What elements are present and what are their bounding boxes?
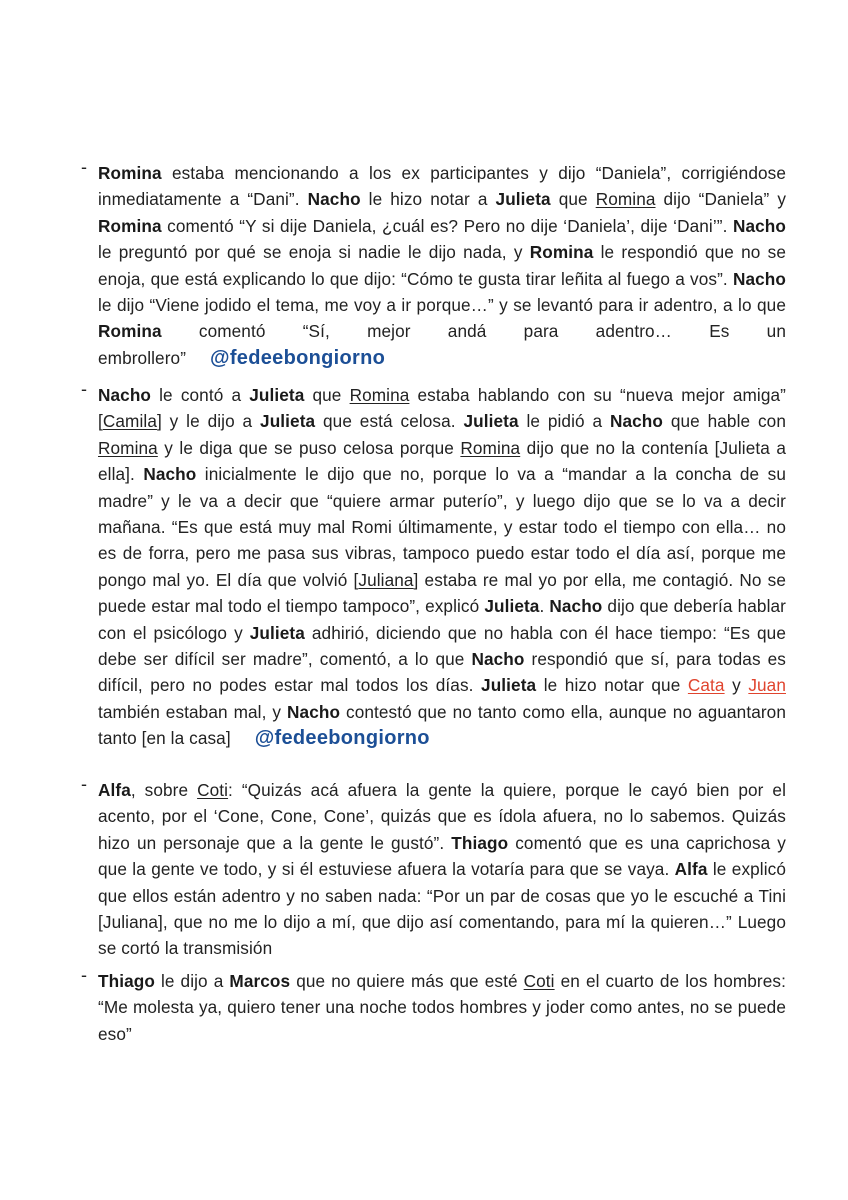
text-run: : “Quizás acá afuera la gente la quiere, porque le cayó bien por el acento, por el ‘Cone, Cone, Cone’, quizás que es ídola afuera, no lo sabemos. Quizás hizo un personaje que a la gente le gustó”. — [98, 780, 786, 853]
text-run: comentó “Sí, mejor andá para adentro… Es un embrollero” — [98, 321, 786, 368]
bold-name: Romina — [98, 215, 162, 236]
bold-name: Nacho — [732, 215, 786, 236]
text-run: inicialmente le dijo que no, porque lo va a “mandar a la concha de su madre” y le va a decir que “quiere armar puterío”, y luego dijo que se lo va a decir mañana. “Es que está muy mal Romi últimamente, y estar todo el tiempo con ella… no es de forra, pero me pasa sus vibras, tampoco puedo estar todo el día así, porque me pongo mal yo. El día que volvió [ — [98, 464, 787, 590]
text-run: también estaban mal, y — [98, 701, 288, 722]
text-run: le hizo notar a — [360, 189, 496, 210]
bold-name: Romina — [98, 163, 162, 183]
text-run: , sobre — [130, 780, 198, 800]
bold-name: Julieta — [463, 411, 519, 432]
text-run: le dijo a — [154, 971, 230, 991]
text-run: le respondió que no se enoja, que está explicando lo que dijo: “Cómo te gusta tirar leñita al fuego a vos”. — [98, 242, 786, 289]
text-run: contestó que no tanto como ella, aunque no aguantaron tanto [en la casa] — [98, 701, 786, 749]
text-run: comentó que es una caprichosa y que la gente ve todo, y si él estuviese afuera la votaría para que se vaya. — [98, 832, 786, 880]
text-run: le hizo notar que — [536, 675, 688, 696]
bold-name: Marcos — [229, 971, 291, 991]
underlined-name: Coti — [197, 780, 229, 800]
text-run: le explicó que ellos están adentro y no saben nada: “Por un par de cosas que yo le escuché a Tini [Juliana], que no me lo dijo a mí, que dijo así comentando, para mí la quieren…” Luego se cortó la transmisión — [98, 859, 786, 959]
bold-name: Nacho — [471, 649, 525, 670]
red-underlined-name: Juan — [748, 675, 786, 696]
bold-name: Julieta — [495, 189, 551, 210]
text-run: y le diga que se puso celosa porque — [157, 437, 461, 458]
text-run: le preguntó por qué se enoja si nadie le dijo nada, y — [98, 242, 530, 263]
paragraph — [98, 160, 786, 371]
bold-name: Romina — [98, 321, 162, 342]
underlined-name: Coti — [523, 971, 555, 991]
bullet-dash: - — [81, 774, 87, 794]
text-run: que — [550, 189, 596, 210]
bold-name: Nacho — [307, 189, 361, 210]
bullet-dash: - — [81, 157, 87, 177]
list-item — [81, 157, 787, 371]
text-run: ] y le dijo a — [156, 411, 261, 432]
bullet-dash: - — [81, 379, 87, 399]
underlined-name: Romina — [595, 189, 656, 210]
text-run: dijo “Daniela” y — [655, 189, 787, 210]
bold-name: Alfa — [98, 780, 131, 800]
text-run: estaba hablando con su “nueva mejor amiga” [ — [98, 385, 786, 432]
underlined-name: Camila — [102, 411, 157, 432]
text-run: le contó a — [151, 385, 250, 405]
bold-name: Nacho — [549, 596, 603, 617]
bold-name: Julieta — [481, 675, 537, 696]
list-item — [81, 379, 787, 752]
bold-name: Julieta — [249, 385, 305, 405]
text-run: . — [539, 596, 550, 617]
text-run: ] estaba re mal yo por ella, me contagió. No se puede estar mal todo el tiempo tampoco”, explicó — [98, 569, 786, 617]
watermark-handle: @fedeebongiorno — [210, 346, 386, 369]
bold-name: Thiago — [98, 971, 155, 991]
bullet-dash: - — [81, 965, 87, 985]
text-run: que no quiere más que esté — [290, 971, 524, 991]
text-run: que hable con — [663, 411, 786, 432]
text-run: que está celosa. — [315, 411, 464, 432]
list-item — [81, 965, 786, 1047]
underlined-name: Romina — [460, 437, 521, 458]
text-run: dijo que debería hablar con el psicólogo y — [98, 596, 786, 643]
bold-name: Julieta — [260, 411, 316, 432]
text-run: adhirió, diciendo que no habla con él hace tiempo: “Es que debe ser difícil ser madre”, comentó, a lo que — [98, 622, 786, 670]
bold-name: Romina — [529, 242, 594, 263]
bold-name: Alfa — [674, 859, 708, 880]
watermark-handle: @fedeebongiorno — [254, 727, 430, 750]
bold-name: Nacho — [143, 464, 197, 485]
text-run: dijo que no la contenía [Julieta a ella]. — [98, 437, 786, 485]
text-run: comentó “Y si dije Daniela, ¿cuál es? Pero no dije ‘Daniela’, dije ‘Dani’”. — [161, 215, 733, 236]
bold-name: Nacho — [609, 411, 663, 432]
bold-name: Nacho — [732, 268, 786, 289]
text-run: estaba mencionando a los ex participantes y dijo “Daniela”, corrigiéndose inmediatamente a “Dani”. — [98, 163, 786, 210]
text-run: y — [724, 675, 749, 696]
text-run: respondió que sí, para todas es difícil, pero no podes estar mal todos los días. — [98, 649, 786, 696]
paragraph — [98, 968, 786, 1047]
underlined-name: Romina — [98, 437, 158, 458]
text-run: que — [304, 385, 350, 405]
bold-name: Nacho — [98, 385, 152, 405]
bold-name: Julieta — [484, 596, 540, 617]
paragraph — [98, 382, 786, 752]
bold-name: Thiago — [451, 832, 509, 853]
paragraph — [98, 777, 786, 962]
text-run: le pidió a — [518, 411, 610, 432]
bold-name: Nacho — [287, 701, 341, 722]
list-item — [81, 774, 786, 962]
bold-name: Julieta — [249, 622, 305, 643]
underlined-name: Romina — [349, 385, 410, 405]
text-run: en el cuarto de los hombres: “Me molesta ya, quiero tener una noche todos hombres y joder como antes, no se puede eso” — [98, 971, 786, 1044]
underlined-name: Juliana — [358, 569, 414, 590]
red-underlined-name: Cata — [687, 675, 725, 696]
text-run: le dijo “Viene jodido el tema, me voy a ir porque…” y se levantó para ir adentro, a lo que — [98, 295, 786, 316]
